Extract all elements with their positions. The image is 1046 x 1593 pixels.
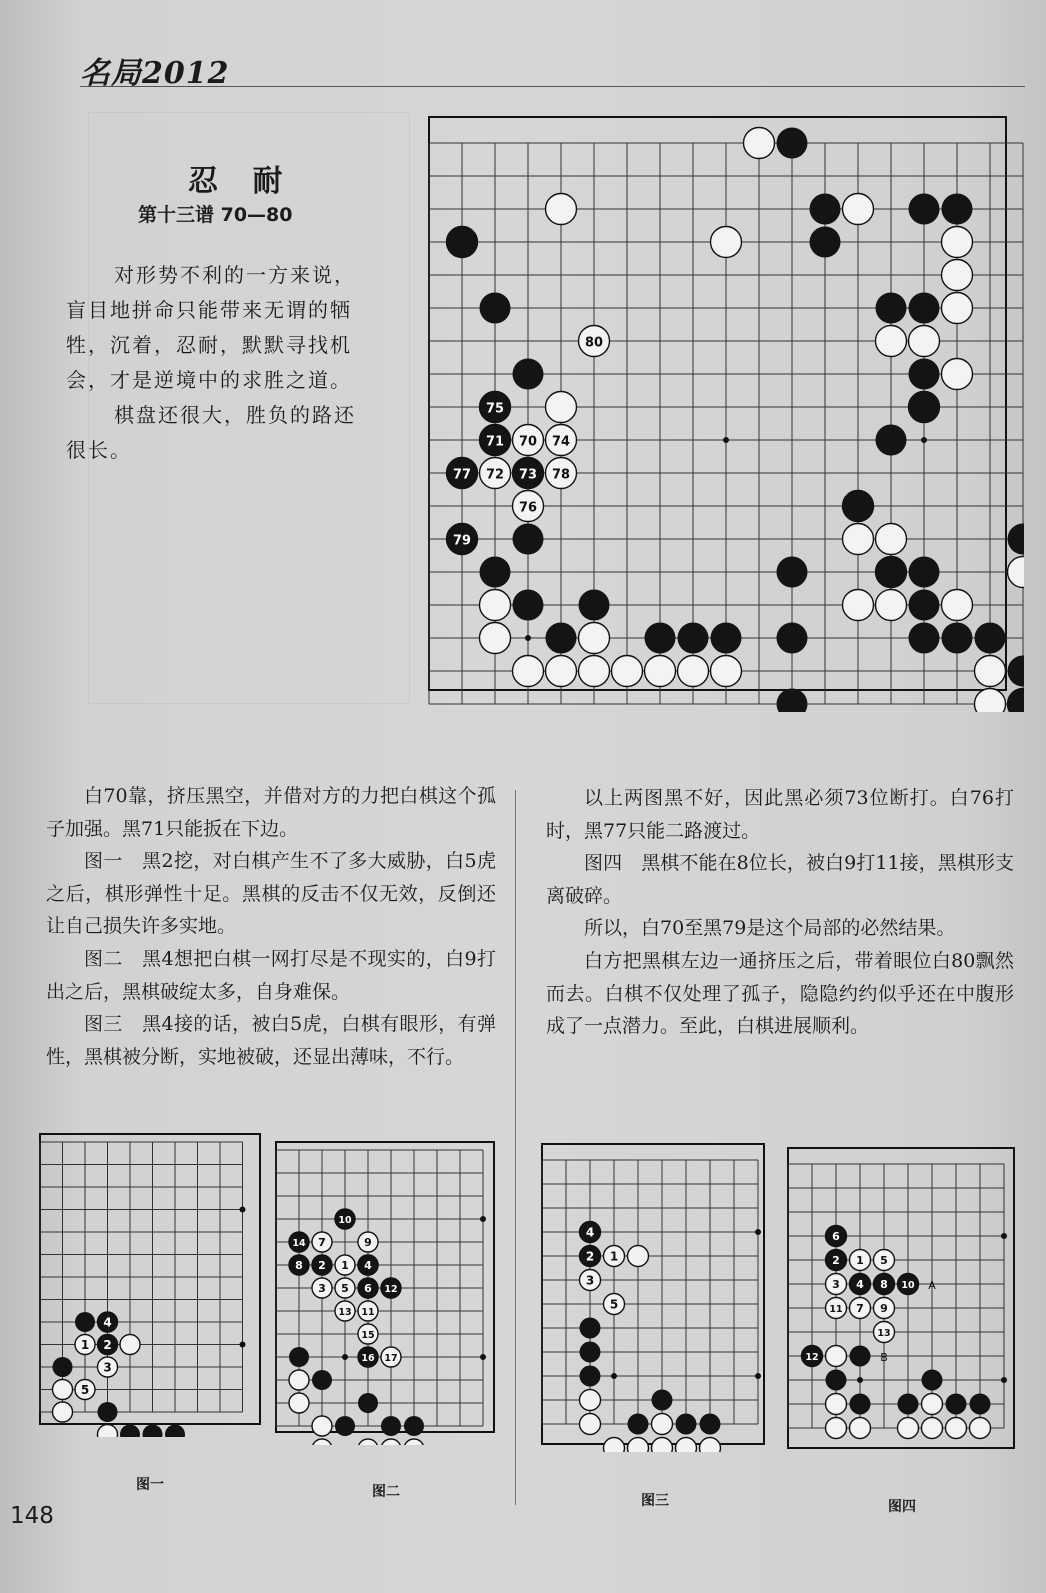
numbered-stone [874,1274,895,1295]
black-stone [876,293,907,324]
move-number: 16 [361,1352,375,1364]
move-number: 6 [364,1281,372,1295]
black-stone [1008,656,1025,687]
black-stone [513,359,544,390]
white-stone [850,1418,871,1439]
black-stone [711,623,742,654]
fig4-caption: 图四 [888,1499,916,1515]
commentary-left-column [46,780,496,1073]
commentary-right-column [546,782,1014,1043]
numbered-stone [98,1335,118,1355]
column-divider [515,790,516,1505]
commentary-paragraph: 白方把黑棋左边一通挤压之后，带着眼位白80飘然而去。白棋不仅处理了孤子，隐隐约约似乎还在中腹形成了一点潜力。至此，白棋进展顺利。 [546,949,1014,1038]
numbered-stone [289,1255,309,1275]
white-stone [404,1439,424,1445]
white-stone [970,1418,991,1439]
article-subtitle: 第十三谱 70—80 [138,204,293,226]
numbered-stone [874,1250,895,1271]
numbered-stone [826,1298,847,1319]
black-stone [942,623,973,654]
point-label: B [880,1351,888,1364]
white-stone [120,1335,140,1355]
diagram-fig4 [782,1146,1022,1456]
numbered-stone [335,1209,355,1229]
numbered-stone [75,1335,95,1355]
white-stone [604,1438,625,1453]
white-stone [826,1346,847,1367]
move-number: 1 [341,1258,349,1272]
black-stone [404,1416,424,1436]
black-stone [53,1357,73,1377]
star-point [1001,1233,1007,1239]
numbered-stone [850,1298,871,1319]
numbered-stone [604,1246,625,1267]
white-stone [312,1439,332,1445]
move-number: 3 [585,1273,595,1288]
move-number: 79 [453,533,471,549]
white-stone [744,128,775,159]
numbered-stone [289,1232,309,1252]
black-stone [700,1414,721,1435]
numbered-stone [850,1250,871,1271]
white-stone [628,1438,649,1453]
white-stone [826,1394,847,1415]
white-stone [289,1370,309,1390]
move-number: 80 [585,335,603,351]
move-number: 5 [80,1382,90,1397]
move-number: 3 [103,1360,112,1375]
black-stone [678,623,709,654]
numbered-stone [312,1255,332,1275]
white-stone [922,1394,943,1415]
black-stone [909,293,940,324]
black-stone [898,1394,919,1415]
numbered-stone [335,1278,355,1298]
black-stone [826,1370,847,1391]
black-stone [1008,524,1025,555]
white-stone [579,656,610,687]
black-stone [876,557,907,588]
commentary-paragraph: 图三 黑4接的话，被白5虎，白棋有眼形，有弹性，黑棋被分断，实地被破，还显出薄味，不行。 [46,1013,496,1068]
white-stone [53,1402,73,1422]
numbered-stone [358,1255,378,1275]
numbered-stone [358,1278,378,1298]
move-number: 2 [832,1253,840,1267]
black-stone [777,689,808,713]
numbered-stone [98,1357,118,1377]
star-point [755,1229,761,1235]
black-stone [676,1414,697,1435]
move-number: 4 [364,1258,372,1272]
black-stone [652,1390,673,1411]
black-stone [909,359,940,390]
intro-text [66,258,376,468]
white-stone [942,227,973,258]
intro-paragraph: 棋盘还很大，胜负的路还很长。 [66,403,356,462]
white-stone [898,1418,919,1439]
star-point [723,437,729,443]
white-stone [652,1414,673,1435]
numbered-stone [580,1222,601,1243]
numbered-stone [826,1274,847,1295]
white-stone [289,1393,309,1413]
numbered-stone [826,1226,847,1247]
black-stone [580,1318,601,1339]
numbered-stone [580,1270,601,1291]
move-number: 2 [318,1258,326,1272]
black-stone [876,425,907,456]
star-point [525,635,531,641]
move-number: 75 [486,401,504,417]
white-stone [513,656,544,687]
move-number: 12 [384,1283,398,1295]
move-number: 14 [292,1237,306,1249]
black-stone [1008,689,1025,713]
black-stone [970,1394,991,1415]
white-stone [98,1425,118,1438]
move-number: 73 [519,467,537,483]
fig1-caption: 图一 [136,1477,164,1493]
diagram-fig1 [38,1132,268,1437]
numbered-stone [513,458,544,489]
star-point [1001,1377,1007,1383]
black-stone [628,1414,649,1435]
move-number: 72 [486,467,504,483]
header-rule [80,86,1025,87]
move-number: 1 [609,1249,619,1264]
diagram-fig3 [536,1142,771,1452]
intro-paragraph: 对形势不利的一方来说，盲目地拼命只能带来无谓的牺牲，沉着，忍耐，默默寻找机会，才是逆境中的求胜之道。 [66,263,356,392]
white-stone [922,1418,943,1439]
numbered-stone [802,1346,823,1367]
move-number: 2 [103,1337,112,1352]
numbered-stone [75,1380,95,1400]
white-stone [711,227,742,258]
move-number: 11 [829,1303,843,1315]
star-point [921,437,927,443]
black-stone [358,1393,378,1413]
black-stone [810,194,841,225]
move-number: 3 [832,1277,840,1291]
white-stone [826,1418,847,1439]
black-stone [381,1416,401,1436]
black-stone [843,491,874,522]
point-label: A [928,1279,936,1292]
white-stone [676,1438,697,1453]
black-stone [480,293,511,324]
white-stone [876,524,907,555]
move-number: 5 [341,1281,349,1295]
page-number: 148 [10,1503,54,1529]
move-number: 77 [453,467,471,483]
white-stone [546,656,577,687]
numbered-stone [546,458,577,489]
black-stone [580,1342,601,1363]
running-header: 名局2012 [80,56,230,91]
move-number: 13 [338,1306,352,1318]
move-number: 2 [585,1249,595,1264]
black-stone [777,623,808,654]
star-point [755,1373,761,1379]
numbered-stone [381,1278,401,1298]
move-number: 5 [609,1297,619,1312]
move-number: 1 [80,1337,90,1352]
black-stone [922,1370,943,1391]
black-stone [645,623,676,654]
numbered-stone [335,1301,355,1321]
black-stone [946,1394,967,1415]
black-stone [909,194,940,225]
white-stone [580,1390,601,1411]
move-number: 4 [103,1315,112,1330]
move-number: 76 [519,500,537,516]
move-number: 8 [295,1258,303,1272]
white-stone [628,1246,649,1267]
black-stone [975,623,1006,654]
black-stone [777,557,808,588]
white-stone [678,656,709,687]
white-stone [876,590,907,621]
white-stone [711,656,742,687]
black-stone [98,1402,118,1422]
white-stone [546,194,577,225]
white-stone [612,656,643,687]
white-stone [480,590,511,621]
numbered-stone [358,1324,378,1344]
white-stone [1008,557,1025,588]
black-stone [942,194,973,225]
star-point [480,1216,486,1222]
numbered-stone [358,1232,378,1252]
white-stone [480,623,511,654]
black-stone [810,227,841,258]
black-stone [289,1347,309,1367]
black-stone [120,1425,140,1438]
black-stone [143,1425,163,1438]
move-number: 10 [338,1214,352,1226]
article-title: 忍 耐 [188,164,295,199]
move-number: 9 [880,1301,888,1315]
white-stone [942,359,973,390]
numbered-stone [513,491,544,522]
white-stone [312,1416,332,1436]
move-number: 8 [880,1277,888,1291]
numbered-stone [358,1301,378,1321]
fig2-caption: 图二 [372,1484,400,1500]
black-stone [513,524,544,555]
star-point [240,1207,246,1213]
move-number: 5 [880,1253,888,1267]
star-point [342,1354,348,1360]
white-stone [843,194,874,225]
move-number: 70 [519,434,537,450]
white-stone [843,524,874,555]
white-stone [843,590,874,621]
move-number: 12 [805,1351,819,1363]
black-stone [580,1366,601,1387]
black-stone [447,227,478,258]
numbered-stone [604,1294,625,1315]
numbered-stone [98,1312,118,1332]
black-stone [777,128,808,159]
white-stone [942,260,973,291]
black-stone [513,590,544,621]
commentary-paragraph: 图一 黑2挖，对白棋产生不了多大威胁，白5虎之后，棋形弹性十足。黑棋的反击不仅无效，反倒还让自己损失许多实地。 [46,850,496,938]
white-stone [652,1438,673,1453]
white-stone [946,1418,967,1439]
commentary-paragraph: 所以，白70至黑79是这个局部的必然结果。 [584,917,956,940]
white-stone [876,326,907,357]
move-number: 10 [901,1279,915,1291]
numbered-stone [480,425,511,456]
black-stone [909,590,940,621]
numbered-stone [335,1255,355,1275]
move-number: 7 [318,1235,326,1249]
numbered-stone [546,425,577,456]
black-stone [75,1312,95,1332]
black-stone [850,1394,871,1415]
black-stone [850,1346,871,1367]
black-stone [335,1416,355,1436]
white-stone [942,293,973,324]
numbered-stone [381,1347,401,1367]
move-number: 9 [364,1235,372,1249]
black-stone [909,623,940,654]
black-stone [579,590,610,621]
white-stone [700,1438,721,1453]
star-point [611,1373,617,1379]
white-stone [579,623,610,654]
white-stone [909,326,940,357]
move-number: 15 [361,1329,375,1341]
commentary-paragraph: 图二 黑4想把白棋一网打尽是不现实的，白9打出之后，黑棋破绽太多，自身难保。 [46,947,496,1003]
star-point [240,1342,246,1348]
move-number: 13 [877,1327,891,1339]
white-stone [580,1414,601,1435]
numbered-stone [579,326,610,357]
black-stone [165,1425,185,1438]
white-stone [645,656,676,687]
commentary-paragraph: 白70靠，挤压黑空，并借对方的力把白棋这个孤子加强。黑71只能扳在下边。 [46,785,496,840]
white-stone [975,656,1006,687]
numbered-stone [480,458,511,489]
numbered-stone [447,458,478,489]
move-number: 71 [486,434,504,450]
move-number: 6 [832,1229,840,1243]
numbered-stone [874,1322,895,1343]
board-edge [40,1134,260,1424]
star-point [857,1377,863,1383]
white-stone [975,689,1006,713]
numbered-stone [874,1298,895,1319]
black-stone [480,557,511,588]
star-point [480,1354,486,1360]
numbered-stone [358,1347,378,1367]
numbered-stone [898,1274,919,1295]
black-stone [312,1370,332,1390]
white-stone [53,1380,73,1400]
numbered-stone [312,1232,332,1252]
black-stone [909,557,940,588]
numbered-stone [447,524,478,555]
numbered-stone [580,1246,601,1267]
numbered-stone [826,1250,847,1271]
black-stone [546,623,577,654]
numbered-stone [480,392,511,423]
white-stone [546,392,577,423]
fig3-caption: 图三 [641,1493,669,1509]
numbered-stone [850,1274,871,1295]
commentary-paragraph: 以上两图黑不好，因此黑必须73位断打。白76打时，黑77只能二路渡过。 [546,787,1014,842]
white-stone [381,1439,401,1445]
move-number: 74 [552,434,570,450]
numbered-stone [513,425,544,456]
move-number: 4 [856,1277,864,1291]
numbered-stone [312,1278,332,1298]
white-stone [358,1439,378,1445]
move-number: 4 [585,1225,595,1240]
move-number: 7 [856,1301,864,1315]
commentary-paragraph: 图四 黑棋不能在8位长，被白9打11接，黑棋形支离破碎。 [546,852,1014,907]
diagram-fig2 [270,1140,500,1445]
main-go-board [404,112,1024,712]
black-stone [909,392,940,423]
white-stone [942,590,973,621]
move-number: 3 [318,1281,326,1295]
move-number: 78 [552,467,570,483]
move-number: 11 [361,1306,375,1318]
move-number: 1 [856,1253,864,1267]
move-number: 17 [384,1352,398,1364]
